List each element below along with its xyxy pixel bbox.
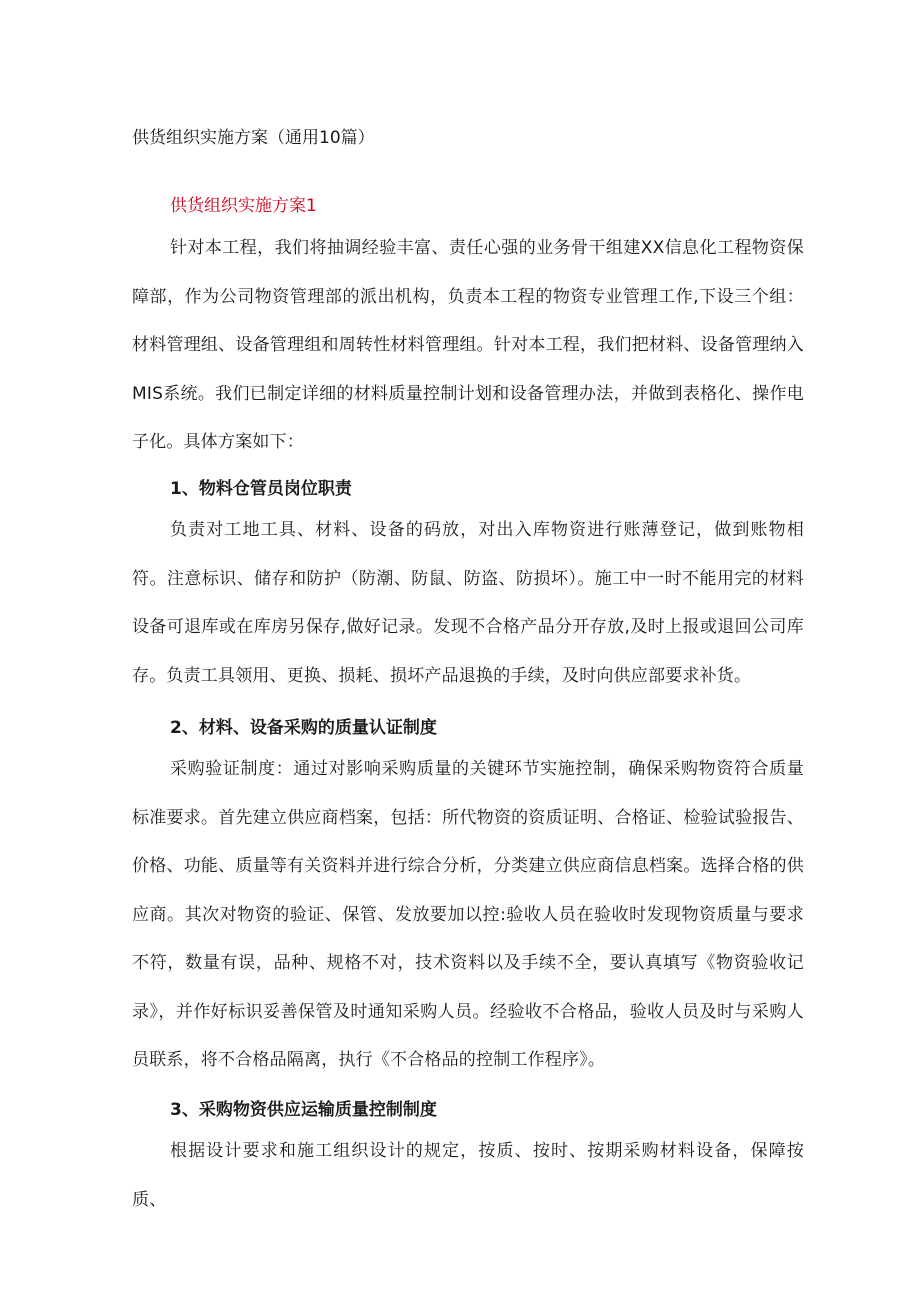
section-title: 供货组织实施方案1 bbox=[170, 196, 317, 216]
intro-paragraph: 针对本工程，我们将抽调经验丰富、责任心强的业务骨干组建XX信息化工程物资保障部，作为公司物资管理部的派出机构，负责本工程的物资专业管理工作,下设三个组：材料管理组、设备管理组和周转性材料管理组。针对本工程，我们把材料、设备管理纳入MIS系统。我们已制定详细的材料质量控制计划和设备管理办法，并做到表格化、操作电子化。具体方案如下： bbox=[132, 238, 804, 452]
heading-3: 3、采购物资供应运输质量控制制度 bbox=[170, 1100, 437, 1120]
heading-2: 2、材料、设备采购的质量认证制度 bbox=[170, 718, 437, 738]
paragraph-3: 根据设计要求和施工组织设计的规定，按质、按时、按期采购材料设备，保障按质、 bbox=[132, 1141, 804, 1210]
heading-1: 1、物料仓管员岗位职责 bbox=[170, 479, 352, 499]
paragraph-1: 负责对工地工具、材料、设备的码放，对出入库物资进行账薄登记，做到账物相符。注意标识、储存和防护（防潮、防鼠、防盗、防损坏）。施工中一时不能用完的材料设备可退库或在库房另保存,做好记录。发现不合格产品分开存放,及时上报或退回公司库存。负责工具领用、更换、损耗、损坏产品退换的手续，及时向供应部要求补货。 bbox=[132, 520, 804, 686]
document-title: 供货组织实施方案（通用10篇） bbox=[132, 128, 375, 148]
paragraph-2: 采购验证制度：通过对影响采购质量的关键环节实施控制，确保采购物资符合质量标准要求。首先建立供应商档案，包括：所代物资的资质证明、合格证、检验试验报告、价格、功能、质量等有关资料并进行综合分析，分类建立供应商信息档案。选择合格的供应商。其次对物资的验证、保管、发放要加以控:验收人员在验收时发现物资质量与要求不符，数量有误，品种、规格不对，技术资料以及手续不全，要认真填写《物资验收记录》，并作好标识妥善保管及时通知采购人员。经验收不合格品，验收人员及时与采购人员联系，将不合格品隔离，执行《不合格品的控制工作程序》。 bbox=[132, 759, 804, 1070]
